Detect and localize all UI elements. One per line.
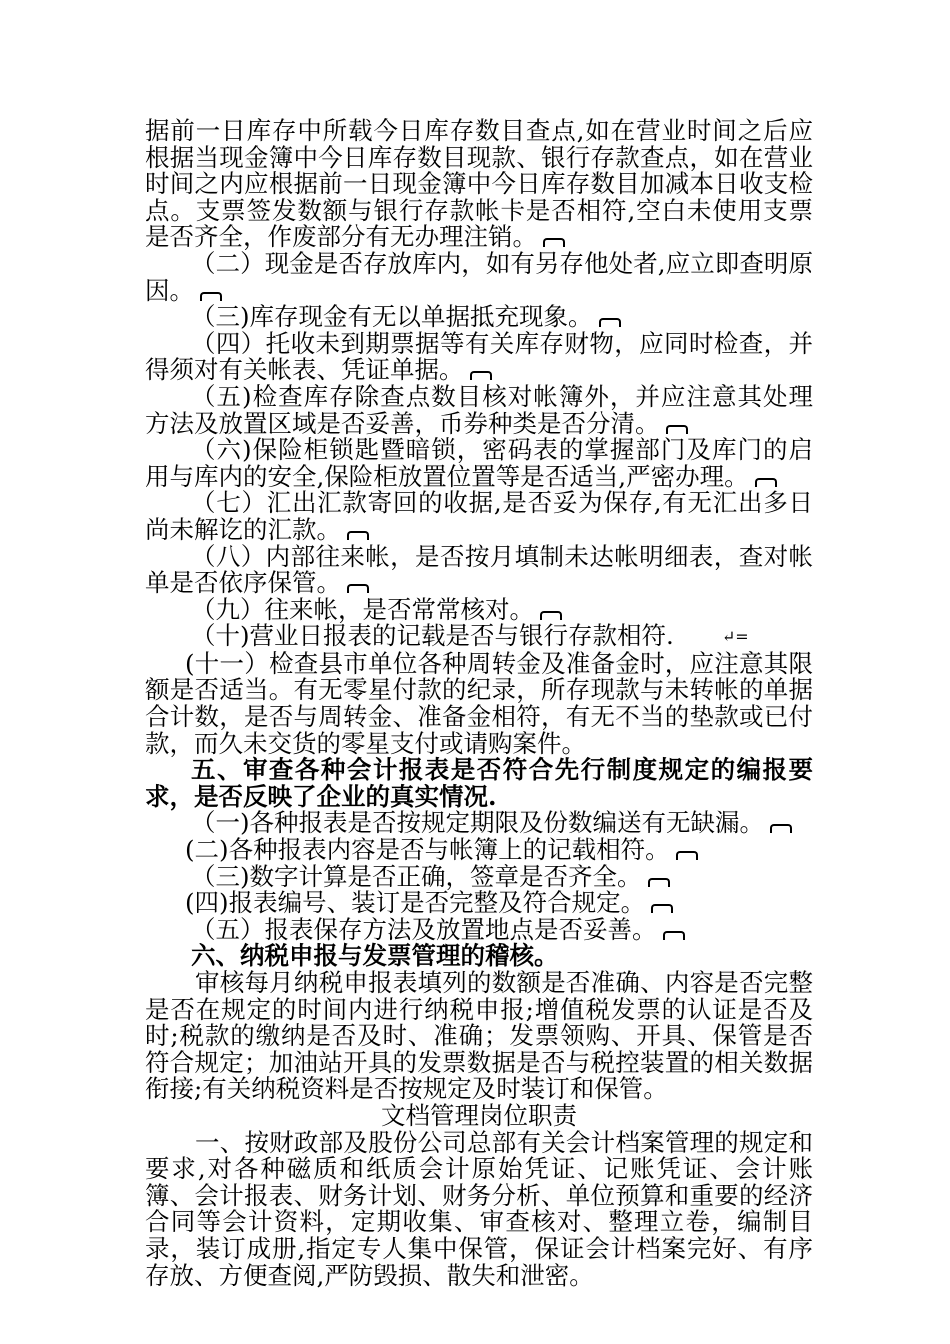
paragraph-item-3: [145, 304, 813, 331]
paragraph-tax-audit: [145, 970, 813, 1103]
paragraph-mark-icon: [470, 371, 492, 380]
paragraph-item-5: [145, 381, 813, 438]
paragraph-mark-icon: [599, 318, 621, 327]
paragraph-item-6: [145, 437, 813, 490]
paragraph-mark-icon: [347, 584, 369, 593]
paragraph-text: （六)保险柜锁匙暨暗锁，密码表的掌握部门及库门的启用与库内的安全,保险柜放置位置等是否适当,严密办理。: [145, 435, 813, 491]
heading-text: 六、纳税申报与发票管理的稽核。: [191, 941, 559, 971]
paragraph-text: （三)数字计算是否正确，签章是否齐全。: [191, 861, 642, 891]
paragraph-text: （七）汇出汇款寄回的收据,是否妥为保存,有无汇出多日尚未解讫的汇款。: [145, 488, 813, 544]
paragraph-text: （二）现金是否存放库内，如有另存他处者,应立即查明原因。: [145, 248, 813, 305]
heading-text: 五、审查各种会计报表是否符合先行制度规定的编报要求，是否反映了企业的真实情况.: [145, 755, 813, 811]
document-title: [145, 1100, 813, 1130]
paragraph-text: （五）报表保存方法及放置地点是否妥善。: [191, 914, 657, 944]
paragraph-mark-icon: [663, 931, 685, 940]
paragraph-mark-icon: [543, 238, 565, 247]
paragraph-mark-icon: [770, 824, 792, 833]
paragraph-report-4: [145, 890, 813, 917]
paragraph-item-4: [145, 328, 813, 385]
section-heading-6: [145, 943, 813, 970]
paragraph-text: (二)各种报表内容是否与帐簿上的记载相符。: [185, 835, 670, 865]
paragraph-text: 审核每月纳税申报表填列的数额是否准确、内容是否完整是否在规定的时间内进行纳税申报;增值税发票的认证是否及时;税款的缴纳是否及时、准确；发票领购、开具、保管是否符合规定；加油站开具的发票数据是否与税控装置的相关数据衔接;有关纳税资料是否按规定及时装订和保管。: [145, 968, 813, 1104]
paragraph-mark-icon: [666, 425, 688, 434]
paragraph-report-5: [145, 914, 813, 944]
paragraph-mark-icon: [755, 478, 777, 487]
paragraph-text: （八）内部往来帐，是否按月填制未达帐明细表，查对帐单是否依序保管。: [145, 541, 813, 598]
paragraph-mark-icon: [540, 611, 562, 620]
paragraph-report-1: [145, 810, 813, 837]
paragraph-report-2: [145, 837, 813, 864]
paragraph-text: (四)报表编号、装订是否完整及符合规定。: [185, 888, 646, 918]
paragraph-archive-duty-1: [145, 1127, 813, 1290]
line-break-icon: ↵=: [721, 627, 749, 647]
paragraph-text: 据前一日库存中所载今日库存数目查点,如在营业时间之后应根据当现金簿中今日库存数目现款、银行存款查点，如在营业时间之内应根据前一日现金簿中今日库存数目加减本日收支检点。支票签发数额与银行存款帐卡是否相符,空白未使用支票是否齐全，作废部分有无办理注销。: [145, 116, 813, 252]
paragraph-mark-icon: [648, 878, 670, 887]
paragraph-mark-icon: [200, 292, 222, 301]
paragraph-item-2: [145, 248, 813, 305]
paragraph-text: （九）往来帐，是否常常核对。: [191, 594, 534, 624]
paragraph-text: (十一）检查县市单位各种周转金及准备金时，应注意其限额是否适当。有无零星付款的纪录，所存现款与未转帐的单据合计数，是否与周转金、准备金相符，有无不当的垫款或已付款，而久未交货的零星支付或请购案件。: [145, 648, 813, 758]
paragraph-mark-icon: [347, 531, 369, 540]
paragraph-item-7: [145, 490, 813, 543]
paragraph-mark-icon: [676, 851, 698, 860]
paragraph-text: （五)检查库存除查点数目核对帐簿外，并应注意其处理方法及放置区域是否妥善，币券种类是否分清。: [145, 381, 813, 438]
paragraph-text: （一)各种报表是否按规定期限及份数编送有无缺漏。: [191, 808, 765, 838]
document-page: [145, 118, 813, 1289]
paragraph-text: （四）托收未到期票据等有关库存财物，应同时检查，并得须对有关帐表、凭证单据。: [145, 328, 813, 385]
paragraph-cash-count: [145, 118, 813, 251]
paragraph-report-3: [145, 861, 813, 891]
paragraph-item-9: [145, 594, 813, 624]
paragraph-text: 一、按财政部及股份公司总部有关会计档案管理的规定和要求,对各种磁质和纸质会计原始凭证、记账凭证、会计账簿、会计报表、财务计划、财务分析、单位预算和重要的经济合同等会计资料，定期收集、审查核对、整理立卷，编制目录，装订成册,指定专人集中保管，保证会计档案完好、有序存放、方便查阅,严防毁损、散失和泄密。: [145, 1127, 813, 1290]
paragraph-text: （三)库存现金有无以单据抵充现象。: [191, 302, 593, 332]
paragraph-item-10: [145, 623, 813, 651]
section-heading-5: [145, 757, 813, 810]
title-text: 文档管理岗位职责: [381, 1100, 577, 1130]
paragraph-text: （十)营业日报表的记载是否与银行存款相符.: [191, 621, 674, 651]
paragraph-item-8: [145, 541, 813, 598]
paragraph-item-11: [145, 648, 813, 758]
paragraph-mark-icon: [651, 904, 673, 913]
